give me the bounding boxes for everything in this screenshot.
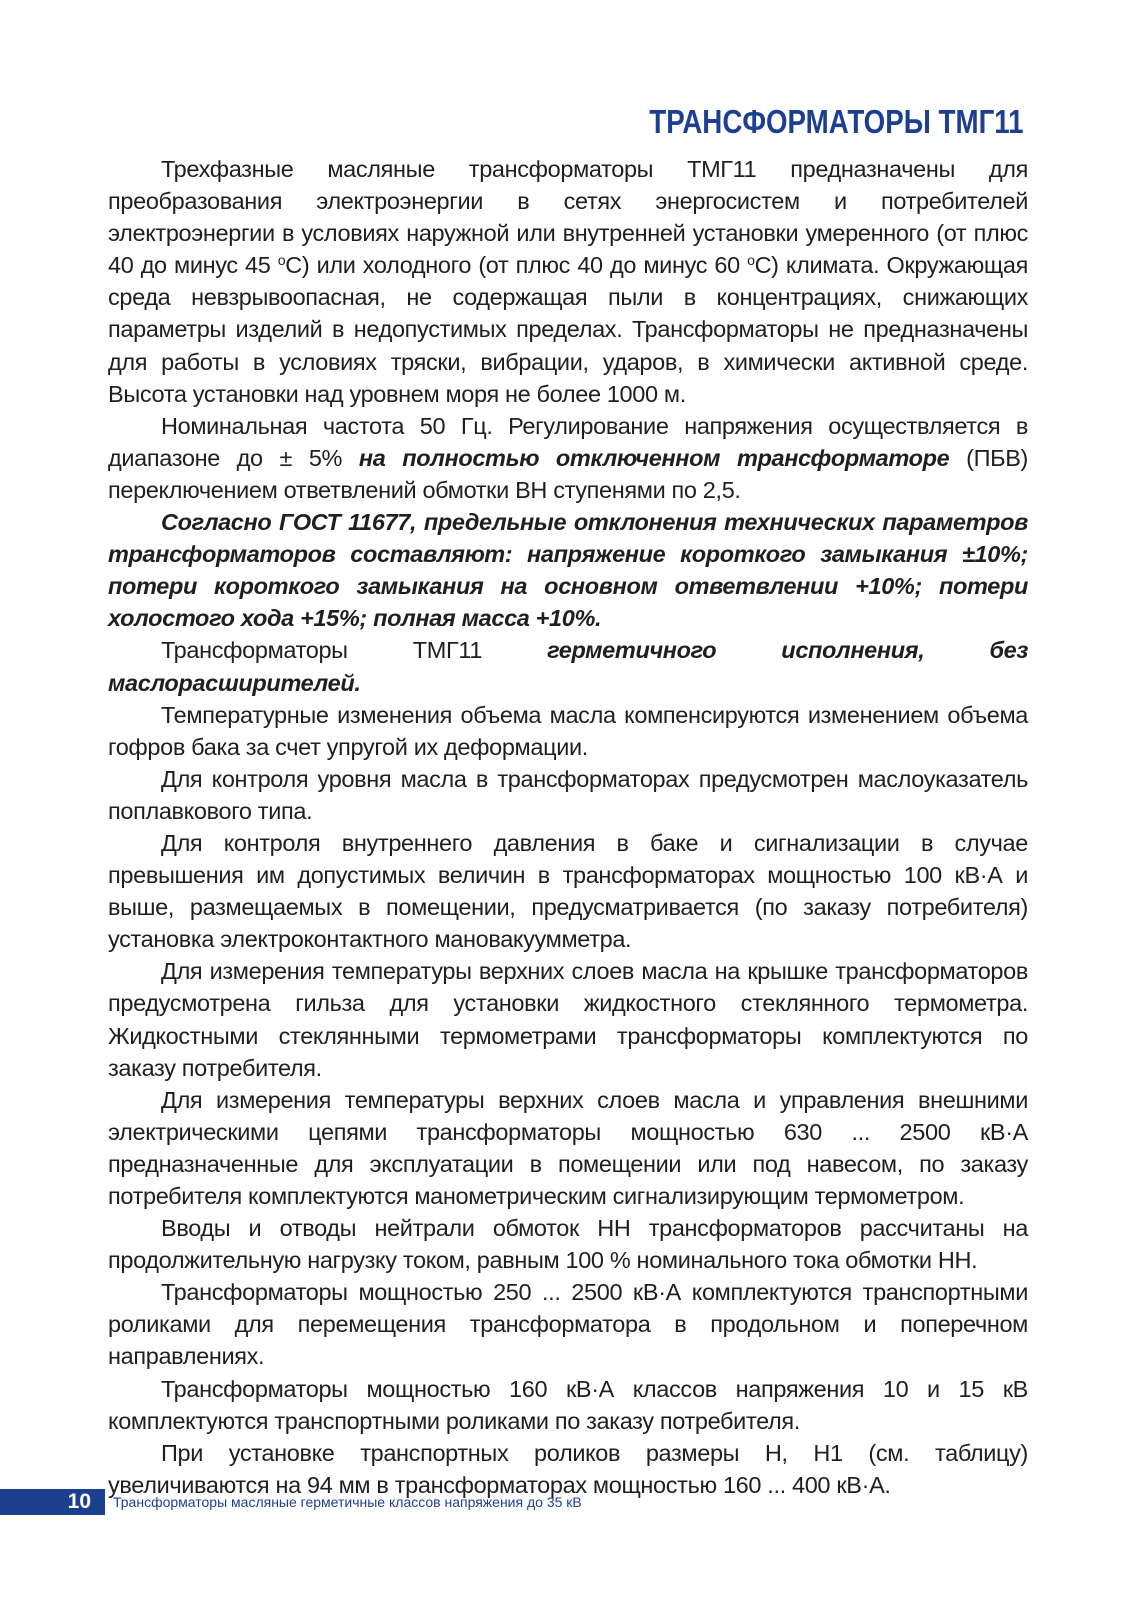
paragraph-frequency bbox=[108, 410, 1028, 506]
paragraph-frequency-text-1: Номинальная частота 50 Гц. Регулирование напряжения осуществляется в диапазоне до ± 5% bbox=[108, 412, 1028, 471]
paragraph-purpose bbox=[108, 153, 1028, 410]
paragraph-rollers: Трансформаторы мощностью 250 ... 2500 кВ·А комплектуются транспортными роликами для перемещения трансформатора в продольном и поперечном направлениях. bbox=[108, 1279, 1028, 1370]
emphasis-text: на полностью отключенном трансформаторе bbox=[358, 444, 950, 471]
page-number-badge bbox=[0, 1489, 105, 1515]
paragraph-temperature-changes: Температурные изменения объема масла компенсируются изменением объема гофров бака за счет упругой их деформации. bbox=[108, 701, 1028, 760]
page-footer bbox=[0, 1489, 1132, 1515]
emphasis-text: герметичного исполнения, без маслорасширителей. bbox=[108, 637, 1029, 696]
paragraph-rollers-160: Трансформаторы мощностью 160 кВ·А классов напряжения 10 и 15 кВ комплектуются транспортными роликами по заказу потребителя. bbox=[108, 1375, 1028, 1434]
paragraph-thermometer-sleeve: Для измерения температуры верхних слоев масла на крышке трансформаторов предусмотрена гильза для установки жидкостного стеклянного термометра. Жидкостными стеклянными термометрами трансформаторы комплектуются по заказу потребителя. bbox=[108, 958, 1028, 1081]
degree-sign: о bbox=[747, 252, 755, 269]
paragraph-roller-dimensions: При установке транспортных роликов размеры Н, Н1 (см. таблицу) увеличиваются на 94 мм в трансформаторах мощностью 160 ... 400 кВ·А. bbox=[108, 1439, 1028, 1498]
paragraph-neutral-leads: Вводы и отводы нейтрали обмоток НН трансформаторов рассчитаны на продолжительную нагрузку током, равным 100 % номинального тока обмотки НН. bbox=[108, 1215, 1028, 1274]
paragraph-purpose-text-1: Трехфазные масляные трансформаторы ТМГ11 предназначены для преобразования электроэнергии в сетях энергосистем и потребителей электроэнергии в условиях наружной или внутренней установки умеренного (от плюс 40 до минус 45 bbox=[108, 156, 1028, 279]
paragraph-oil-level: Для контроля уровня масла в трансформаторах предусмотрен маслоуказатель поплавкового типа. bbox=[108, 765, 1028, 824]
paragraph-purpose-text-2: С) или холодного (от плюс 40 до минус 60 bbox=[285, 252, 748, 279]
paragraph-hermetic bbox=[108, 634, 1028, 698]
page-number: 10 bbox=[67, 1490, 91, 1513]
page-title: ТРАНСФОРМАТОРЫ ТМГ11 bbox=[649, 103, 1024, 140]
footer-caption: Трансформаторы масляные герметичные классов напряжения до 35 кВ bbox=[113, 1494, 582, 1510]
paragraph-manometric-thermometer: Для измерения температуры верхних слоев масла и управления внешними электрическими цепями трансформаторы мощностью 630 ... 2500 кВ·А предназначенные для эксплуатации в помещении или под навесом, по заказу потребителя комплектуются манометрическим сигнализирующим термометром. bbox=[108, 1086, 1028, 1209]
body-text bbox=[108, 153, 1028, 1501]
paragraph-purpose-text-3: С) климата. Окружающая среда невзрывоопасная, не содержащая пыли в концентрациях, снижающих параметры изделий в недопустимых пределах. Трансформаторы не предназначены для работы в условиях тряски, вибрации, ударов, в химически активной среде. Высота установки над уровнем моря не более 1000 м. bbox=[108, 252, 1028, 407]
paragraph-pressure-control: Для контроля внутреннего давления в баке и сигнализации в случае превышения им допустимых величин в трансформаторах мощностью 100 кВ·А и выше, размещаемых в помещении, предусматривается (по заказу потребителя) установка электроконтактного мановакуумметра. bbox=[108, 829, 1028, 953]
paragraph-hermetic-text: Трансформаторы ТМГ11 bbox=[161, 637, 548, 664]
paragraph-frequency-text-2: (ПБВ) переключением ответвлений обмотки ВН ступенями по 2,5. bbox=[108, 444, 1028, 503]
degree-sign: о bbox=[277, 252, 286, 269]
paragraph-gost: Согласно ГОСТ 11677, предельные отклонения технических параметров трансформаторов составляют: напряжение короткого замыкания ±10%; потери короткого замыкания на основном ответвлении +10%; потери холостого хода +15%; полная масса +10%. bbox=[108, 509, 1028, 632]
